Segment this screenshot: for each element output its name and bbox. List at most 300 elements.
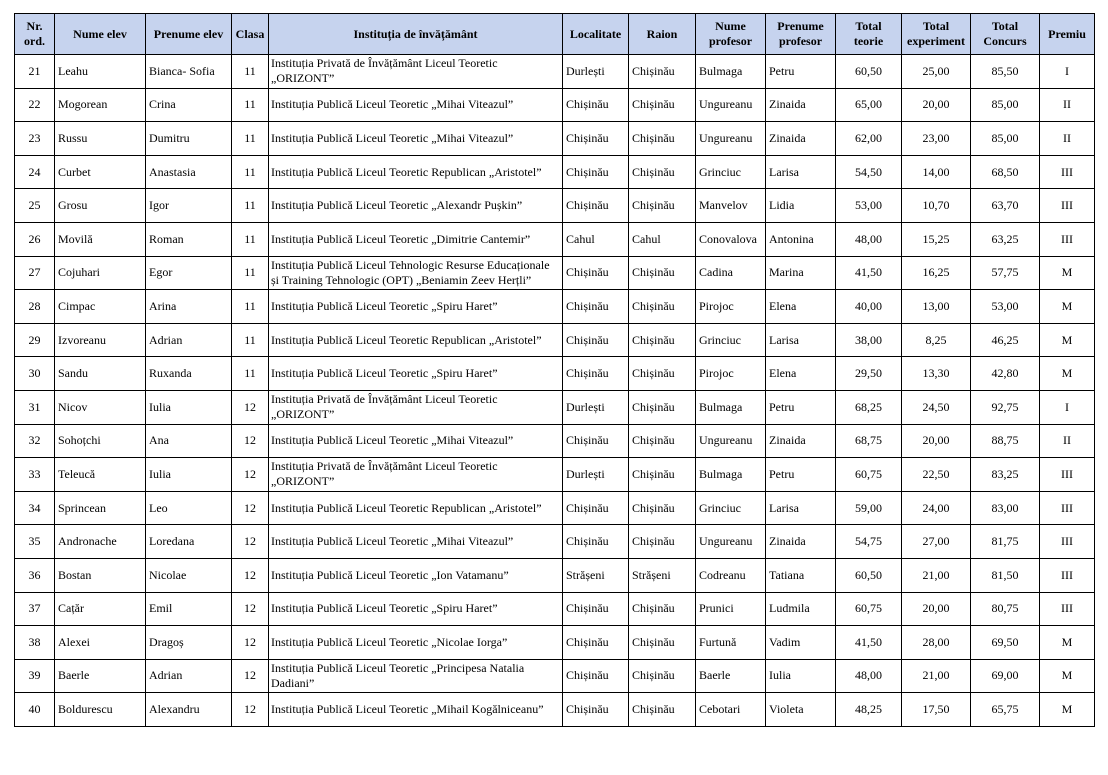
cell-raion: Chișinău [629, 290, 696, 324]
cell-total-experiment: 13,00 [902, 290, 971, 324]
cell-localitate: Chișinău [563, 693, 629, 727]
cell-total-concurs: 69,50 [971, 626, 1040, 660]
cell-total-teorie: 60,75 [836, 458, 902, 492]
cell-raion: Chișinău [629, 592, 696, 626]
cell-prenume-elev: Arina [146, 290, 232, 324]
table-row [15, 323, 1095, 357]
results-body [15, 55, 1095, 727]
cell-institutia: Instituția Publică Liceul Teoretic Republican „Aristotel” [269, 155, 563, 189]
cell-nume-profesor: Bulmaga [696, 458, 766, 492]
cell-total-concurs: 42,80 [971, 357, 1040, 391]
header-institutia: Instituția de învățământ [269, 14, 563, 55]
cell-localitate: Chișinău [563, 323, 629, 357]
cell-clasa: 11 [232, 88, 269, 122]
cell-prenume-profesor: Elena [766, 357, 836, 391]
cell-total-concurs: 46,25 [971, 323, 1040, 357]
cell-nr: 35 [15, 525, 55, 559]
cell-total-concurs: 92,75 [971, 390, 1040, 424]
cell-localitate: Cahul [563, 222, 629, 256]
cell-nume-profesor: Furtună [696, 626, 766, 660]
cell-prenume-profesor: Vadim [766, 626, 836, 660]
cell-premiu: III [1040, 222, 1095, 256]
cell-raion: Chișinău [629, 155, 696, 189]
table-row [15, 424, 1095, 458]
cell-prenume-profesor: Larisa [766, 155, 836, 189]
cell-institutia: Instituția Publică Liceul Teoretic „Spiru Haret” [269, 592, 563, 626]
cell-premiu: I [1040, 390, 1095, 424]
header-row [15, 14, 1095, 55]
cell-nume-profesor: Ungureanu [696, 122, 766, 156]
results-sheet [14, 13, 1095, 727]
cell-clasa: 12 [232, 390, 269, 424]
cell-total-concurs: 69,00 [971, 659, 1040, 693]
cell-raion: Chișinău [629, 122, 696, 156]
cell-nume-elev: Curbet [55, 155, 146, 189]
cell-nr: 37 [15, 592, 55, 626]
header-premiu: Premiu [1040, 14, 1095, 55]
cell-premiu: M [1040, 256, 1095, 290]
cell-prenume-elev: Anastasia [146, 155, 232, 189]
cell-total-teorie: 60,50 [836, 55, 902, 89]
cell-raion: Chișinău [629, 55, 696, 89]
cell-institutia: Instituția Privată de Învățământ Liceul Teoretic „ORIZONT” [269, 55, 563, 89]
cell-localitate: Chișinău [563, 88, 629, 122]
cell-prenume-profesor: Zinaida [766, 88, 836, 122]
cell-prenume-profesor: Tatiana [766, 558, 836, 592]
cell-nr: 38 [15, 626, 55, 660]
cell-prenume-elev: Emil [146, 592, 232, 626]
cell-prenume-profesor: Marina [766, 256, 836, 290]
cell-institutia: Instituția Publică Liceul Teoretic „Mihai Viteazul” [269, 122, 563, 156]
cell-prenume-elev: Ruxanda [146, 357, 232, 391]
header-localitate: Localitate [563, 14, 629, 55]
cell-nume-elev: Sohoțchi [55, 424, 146, 458]
cell-total-experiment: 28,00 [902, 626, 971, 660]
cell-clasa: 11 [232, 155, 269, 189]
cell-clasa: 11 [232, 357, 269, 391]
cell-raion: Strășeni [629, 558, 696, 592]
header-total-concurs [971, 14, 1040, 55]
cell-total-experiment: 13,30 [902, 357, 971, 391]
cell-nume-profesor: Baerle [696, 659, 766, 693]
cell-nume-elev: Izvoreanu [55, 323, 146, 357]
cell-localitate: Durlești [563, 390, 629, 424]
cell-prenume-elev: Iulia [146, 458, 232, 492]
cell-nr: 26 [15, 222, 55, 256]
cell-nr: 31 [15, 390, 55, 424]
cell-nume-profesor: Prunici [696, 592, 766, 626]
cell-total-teorie: 48,25 [836, 693, 902, 727]
cell-total-concurs: 83,00 [971, 491, 1040, 525]
header-total-experiment-line1: Total [922, 19, 950, 33]
cell-total-teorie: 29,50 [836, 357, 902, 391]
header-prenume-elev: Prenume elev [146, 14, 232, 55]
cell-prenume-elev: Igor [146, 189, 232, 223]
cell-clasa: 12 [232, 558, 269, 592]
cell-total-teorie: 41,50 [836, 256, 902, 290]
cell-nume-profesor: Ungureanu [696, 88, 766, 122]
table-row [15, 525, 1095, 559]
cell-prenume-elev: Egor [146, 256, 232, 290]
table-row [15, 290, 1095, 324]
table-row [15, 491, 1095, 525]
table-row [15, 390, 1095, 424]
cell-prenume-elev: Alexandru [146, 693, 232, 727]
cell-total-teorie: 38,00 [836, 323, 902, 357]
cell-localitate: Chișinău [563, 592, 629, 626]
cell-premiu: III [1040, 491, 1095, 525]
cell-institutia: Instituția Privată de Învățământ Liceul Teoretic „ORIZONT” [269, 458, 563, 492]
table-row [15, 626, 1095, 660]
cell-institutia: Instituția Publică Liceul Teoretic „Mihai Viteazul” [269, 88, 563, 122]
cell-nume-elev: Boldurescu [55, 693, 146, 727]
cell-total-teorie: 68,25 [836, 390, 902, 424]
cell-raion: Chișinău [629, 256, 696, 290]
cell-clasa: 11 [232, 256, 269, 290]
cell-total-experiment: 15,25 [902, 222, 971, 256]
cell-prenume-profesor: Zinaida [766, 122, 836, 156]
cell-prenume-profesor: Ludmila [766, 592, 836, 626]
cell-raion: Chișinău [629, 626, 696, 660]
cell-clasa: 11 [232, 55, 269, 89]
cell-prenume-profesor: Iulia [766, 659, 836, 693]
cell-prenume-profesor: Lidia [766, 189, 836, 223]
cell-localitate: Strășeni [563, 558, 629, 592]
cell-total-teorie: 60,50 [836, 558, 902, 592]
cell-total-experiment: 21,00 [902, 558, 971, 592]
cell-total-experiment: 22,50 [902, 458, 971, 492]
cell-nr: 40 [15, 693, 55, 727]
cell-total-teorie: 54,75 [836, 525, 902, 559]
cell-localitate: Chișinău [563, 424, 629, 458]
table-row [15, 592, 1095, 626]
cell-prenume-elev: Nicolae [146, 558, 232, 592]
cell-localitate: Chișinău [563, 357, 629, 391]
header-prenume-profesor-line2: profesor [778, 34, 823, 48]
cell-total-teorie: 54,50 [836, 155, 902, 189]
cell-total-experiment: 20,00 [902, 424, 971, 458]
header-total-teorie-line1: Total [855, 19, 882, 33]
header-nume-elev: Nume elev [55, 14, 146, 55]
cell-nume-profesor: Bulmaga [696, 55, 766, 89]
cell-raion: Chișinău [629, 357, 696, 391]
cell-nume-profesor: Pirojoc [696, 290, 766, 324]
cell-raion: Chișinău [629, 88, 696, 122]
cell-localitate: Chișinău [563, 491, 629, 525]
cell-nume-elev: Nicov [55, 390, 146, 424]
cell-nume-elev: Sandu [55, 357, 146, 391]
cell-nume-elev: Andronache [55, 525, 146, 559]
cell-institutia: Instituția Publică Liceul Teoretic „Spiru Haret” [269, 357, 563, 391]
cell-total-concurs: 57,75 [971, 256, 1040, 290]
cell-nume-profesor: Bulmaga [696, 390, 766, 424]
header-nume-profesor-line1: Nume [715, 19, 746, 33]
cell-institutia: Instituția Publică Liceul Teoretic „Nicolae Iorga” [269, 626, 563, 660]
cell-institutia: Instituția Publică Liceul Teoretic „Mihai Viteazul” [269, 424, 563, 458]
cell-nume-elev: Grosu [55, 189, 146, 223]
cell-clasa: 11 [232, 323, 269, 357]
cell-localitate: Chișinău [563, 626, 629, 660]
cell-raion: Chișinău [629, 659, 696, 693]
cell-prenume-profesor: Larisa [766, 491, 836, 525]
cell-institutia: Instituția Publică Liceul Teoretic Republican „Aristotel” [269, 323, 563, 357]
cell-clasa: 12 [232, 659, 269, 693]
cell-localitate: Durlești [563, 55, 629, 89]
cell-nume-profesor: Ungureanu [696, 424, 766, 458]
cell-nr: 27 [15, 256, 55, 290]
cell-total-experiment: 21,00 [902, 659, 971, 693]
table-row [15, 155, 1095, 189]
cell-premiu: I [1040, 55, 1095, 89]
cell-nume-elev: Baerle [55, 659, 146, 693]
cell-total-teorie: 40,00 [836, 290, 902, 324]
header-clasa: Clasa [232, 14, 269, 55]
cell-total-teorie: 62,00 [836, 122, 902, 156]
cell-total-experiment: 10,70 [902, 189, 971, 223]
cell-prenume-elev: Loredana [146, 525, 232, 559]
cell-institutia: Instituția Publică Liceul Teoretic „Principesa Natalia Dadiani” [269, 659, 563, 693]
cell-nume-elev: Movilă [55, 222, 146, 256]
cell-total-teorie: 60,75 [836, 592, 902, 626]
cell-raion: Chișinău [629, 189, 696, 223]
table-row [15, 222, 1095, 256]
cell-nume-profesor: Grinciuc [696, 323, 766, 357]
cell-clasa: 12 [232, 424, 269, 458]
cell-total-concurs: 63,70 [971, 189, 1040, 223]
cell-prenume-elev: Dumitru [146, 122, 232, 156]
cell-nr: 21 [15, 55, 55, 89]
cell-institutia: Instituția Publică Liceul Teoretic Republican „Aristotel” [269, 491, 563, 525]
cell-premiu: III [1040, 525, 1095, 559]
header-nr [15, 14, 55, 55]
cell-total-experiment: 27,00 [902, 525, 971, 559]
cell-nume-profesor: Manvelov [696, 189, 766, 223]
cell-nume-elev: Russu [55, 122, 146, 156]
cell-nume-elev: Alexei [55, 626, 146, 660]
cell-clasa: 12 [232, 693, 269, 727]
cell-prenume-elev: Ana [146, 424, 232, 458]
cell-raion: Chișinău [629, 491, 696, 525]
cell-nr: 28 [15, 290, 55, 324]
cell-nume-elev: Mogorean [55, 88, 146, 122]
cell-clasa: 12 [232, 458, 269, 492]
cell-raion: Cahul [629, 222, 696, 256]
cell-raion: Chișinău [629, 390, 696, 424]
cell-total-concurs: 53,00 [971, 290, 1040, 324]
results-table [14, 13, 1095, 727]
cell-prenume-profesor: Elena [766, 290, 836, 324]
header-prenume-profesor [766, 14, 836, 55]
cell-total-experiment: 25,00 [902, 55, 971, 89]
cell-raion: Chișinău [629, 525, 696, 559]
cell-nume-elev: Teleucă [55, 458, 146, 492]
cell-premiu: M [1040, 626, 1095, 660]
cell-total-concurs: 65,75 [971, 693, 1040, 727]
cell-premiu: II [1040, 424, 1095, 458]
cell-clasa: 12 [232, 592, 269, 626]
cell-prenume-elev: Adrian [146, 323, 232, 357]
cell-nume-profesor: Grinciuc [696, 155, 766, 189]
cell-prenume-elev: Adrian [146, 659, 232, 693]
cell-premiu: M [1040, 659, 1095, 693]
cell-total-concurs: 63,25 [971, 222, 1040, 256]
cell-nume-elev: Cimpac [55, 290, 146, 324]
cell-prenume-elev: Bianca- Sofia [146, 55, 232, 89]
cell-prenume-profesor: Larisa [766, 323, 836, 357]
cell-nume-profesor: Ungureanu [696, 525, 766, 559]
cell-nr: 36 [15, 558, 55, 592]
cell-raion: Chișinău [629, 458, 696, 492]
cell-prenume-profesor: Violeta [766, 693, 836, 727]
cell-localitate: Chișinău [563, 189, 629, 223]
cell-raion: Chișinău [629, 323, 696, 357]
cell-total-concurs: 83,25 [971, 458, 1040, 492]
cell-premiu: M [1040, 693, 1095, 727]
cell-raion: Chișinău [629, 424, 696, 458]
cell-nr: 30 [15, 357, 55, 391]
cell-total-concurs: 81,75 [971, 525, 1040, 559]
cell-localitate: Chișinău [563, 290, 629, 324]
cell-total-teorie: 48,00 [836, 222, 902, 256]
cell-nume-profesor: Cadina [696, 256, 766, 290]
cell-raion: Chișinău [629, 693, 696, 727]
cell-total-experiment: 14,00 [902, 155, 971, 189]
cell-prenume-elev: Dragoș [146, 626, 232, 660]
cell-total-experiment: 20,00 [902, 592, 971, 626]
cell-total-teorie: 53,00 [836, 189, 902, 223]
cell-total-teorie: 59,00 [836, 491, 902, 525]
cell-nr: 25 [15, 189, 55, 223]
cell-nr: 22 [15, 88, 55, 122]
cell-total-experiment: 24,50 [902, 390, 971, 424]
cell-total-concurs: 88,75 [971, 424, 1040, 458]
table-row [15, 55, 1095, 89]
cell-total-teorie: 65,00 [836, 88, 902, 122]
cell-total-teorie: 41,50 [836, 626, 902, 660]
table-row [15, 693, 1095, 727]
cell-premiu: III [1040, 189, 1095, 223]
cell-nume-profesor: Grinciuc [696, 491, 766, 525]
cell-localitate: Chișinău [563, 525, 629, 559]
cell-institutia: Instituția Publică Liceul Teoretic „Mihai Viteazul” [269, 525, 563, 559]
cell-localitate: Chișinău [563, 155, 629, 189]
cell-premiu: III [1040, 558, 1095, 592]
cell-clasa: 11 [232, 122, 269, 156]
header-total-teorie-line2: teorie [853, 34, 884, 48]
cell-nume-profesor: Pirojoc [696, 357, 766, 391]
cell-clasa: 11 [232, 222, 269, 256]
cell-total-experiment: 8,25 [902, 323, 971, 357]
cell-nr: 33 [15, 458, 55, 492]
cell-nume-elev: Cațăr [55, 592, 146, 626]
cell-institutia: Instituția Publică Liceul Teoretic „Spiru Haret” [269, 290, 563, 324]
header-total-concurs-line1: Total [991, 19, 1019, 33]
cell-prenume-elev: Leo [146, 491, 232, 525]
cell-institutia: Instituția Publică Liceul Teoretic „Dimitrie Cantemir” [269, 222, 563, 256]
cell-nume-elev: Sprincean [55, 491, 146, 525]
cell-nume-elev: Bostan [55, 558, 146, 592]
cell-nume-profesor: Codreanu [696, 558, 766, 592]
cell-clasa: 12 [232, 525, 269, 559]
cell-total-experiment: 17,50 [902, 693, 971, 727]
cell-premiu: III [1040, 592, 1095, 626]
cell-total-concurs: 85,50 [971, 55, 1040, 89]
cell-prenume-profesor: Petru [766, 390, 836, 424]
cell-total-teorie: 68,75 [836, 424, 902, 458]
header-total-experiment-line2: experiment [907, 34, 965, 48]
header-total-experiment [902, 14, 971, 55]
cell-nume-profesor: Conovalova [696, 222, 766, 256]
cell-localitate: Chișinău [563, 659, 629, 693]
table-row [15, 458, 1095, 492]
cell-localitate: Durlești [563, 458, 629, 492]
cell-premiu: II [1040, 122, 1095, 156]
table-row [15, 189, 1095, 223]
cell-total-concurs: 85,00 [971, 122, 1040, 156]
cell-nr: 24 [15, 155, 55, 189]
header-nume-profesor [696, 14, 766, 55]
header-nr-line1: Nr. [26, 19, 43, 33]
cell-institutia: Instituția Publică Liceul Teoretic „Ion Vatamanu” [269, 558, 563, 592]
cell-nr: 34 [15, 491, 55, 525]
cell-total-experiment: 16,25 [902, 256, 971, 290]
cell-institutia: Instituția Publică Liceul Teoretic „Alexandr Pușkin” [269, 189, 563, 223]
table-row [15, 122, 1095, 156]
cell-premiu: III [1040, 155, 1095, 189]
cell-institutia: Instituția Publică Liceul Tehnologic Resurse Educaționale și Training Tehnologic (OPT) „Beniamin Zeev Herțli” [269, 256, 563, 290]
cell-premiu: M [1040, 290, 1095, 324]
cell-premiu: II [1040, 88, 1095, 122]
cell-total-concurs: 80,75 [971, 592, 1040, 626]
header-prenume-profesor-line1: Prenume [777, 19, 824, 33]
table-row [15, 88, 1095, 122]
cell-nr: 39 [15, 659, 55, 693]
cell-nume-profesor: Cebotari [696, 693, 766, 727]
cell-localitate: Chișinău [563, 122, 629, 156]
cell-total-concurs: 81,50 [971, 558, 1040, 592]
cell-clasa: 12 [232, 491, 269, 525]
cell-premiu: M [1040, 357, 1095, 391]
cell-prenume-elev: Roman [146, 222, 232, 256]
cell-localitate: Chișinău [563, 256, 629, 290]
cell-prenume-profesor: Zinaida [766, 424, 836, 458]
cell-prenume-elev: Crina [146, 88, 232, 122]
header-total-concurs-line2: Concurs [983, 34, 1027, 48]
cell-total-experiment: 24,00 [902, 491, 971, 525]
cell-prenume-profesor: Antonina [766, 222, 836, 256]
cell-prenume-profesor: Petru [766, 55, 836, 89]
cell-institutia: Instituția Publică Liceul Teoretic „Mihail Kogălniceanu” [269, 693, 563, 727]
table-row [15, 659, 1095, 693]
table-row [15, 256, 1095, 290]
header-nr-line2: ord. [24, 34, 45, 48]
cell-clasa: 11 [232, 290, 269, 324]
cell-nume-elev: Leahu [55, 55, 146, 89]
table-row [15, 558, 1095, 592]
cell-premiu: M [1040, 323, 1095, 357]
cell-total-teorie: 48,00 [836, 659, 902, 693]
header-nume-profesor-line2: profesor [708, 34, 753, 48]
cell-total-concurs: 85,00 [971, 88, 1040, 122]
cell-nr: 23 [15, 122, 55, 156]
cell-premiu: III [1040, 458, 1095, 492]
cell-total-experiment: 23,00 [902, 122, 971, 156]
cell-nr: 32 [15, 424, 55, 458]
table-row [15, 357, 1095, 391]
header-raion: Raion [629, 14, 696, 55]
cell-prenume-profesor: Zinaida [766, 525, 836, 559]
cell-clasa: 12 [232, 626, 269, 660]
